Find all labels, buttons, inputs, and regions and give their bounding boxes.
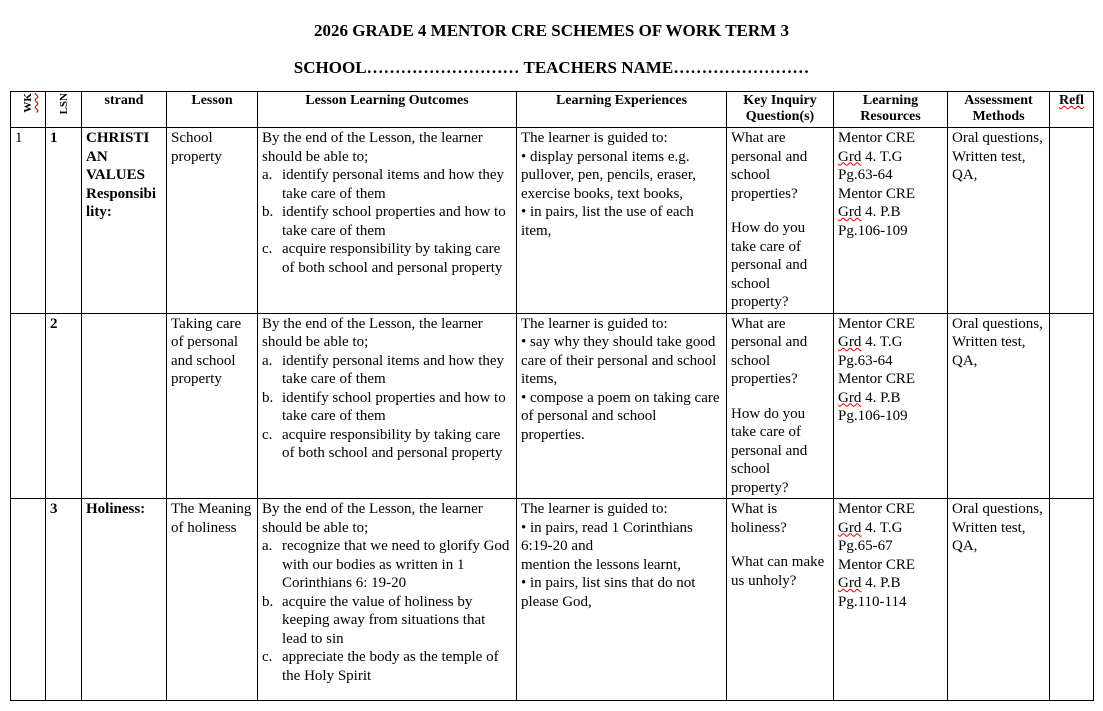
reflection-cell [1050,313,1094,499]
assessment-cell: Oral questions, Written test, QA, [948,499,1050,701]
document-subtitle: SCHOOL……………………… TEACHERS NAME…………………… [293,58,810,77]
resource-line: Mentor CRE [838,371,916,387]
schemes-table [10,91,1094,701]
inquiry-cell [727,499,834,701]
experience-item: • display personal items e.g. pullover, pen, pencils, eraser, exercise books, text books, [521,148,696,202]
resources-cell [834,499,948,701]
lesson-cell: The Meaning of holiness [167,499,258,701]
resource-grd: Grd [838,204,862,220]
resource-line: Pg.63-64 [838,352,893,369]
experience-item: • compose a poem on taking care [521,389,720,406]
resource-line: Pg.65-67 [838,538,893,554]
assessment-cell: Oral questions, Written test, QA, [948,313,1050,499]
table-row [11,499,1094,701]
experiences-intro: The learner is guided to: [521,501,668,517]
inquiry-question: What are personal and school properties? [731,315,808,387]
outcome-item [262,203,512,240]
resource-line: Grd 4. T.G [838,519,903,536]
outcome-marker: c. [262,241,273,257]
outcome-text: identify personal items and how they take care of them [282,352,505,387]
outcome-item [262,166,512,203]
strand-cell: CHRISTI AN VALUES Responsibi lity: [82,128,167,314]
outcomes-intro: By the end of the Lesson, the learner should be able to; [262,315,483,350]
inquiry-cell [727,128,834,314]
outcome-text: identify school properties and how to take care of them [282,389,506,424]
header-resources: Learning Resources [834,92,948,128]
experiences-cell [517,128,727,314]
strand-cell [82,313,167,499]
week-cell [11,499,46,701]
week-cell: 1 [11,128,46,314]
resource-line: Mentor CRE [838,501,916,517]
inquiry-question: How do you take care of personal and school property? [731,405,808,496]
header-lesson-no: LSN [46,92,82,128]
lesson-cell: School property [167,128,258,314]
outcome-text: acquire the value of holiness by keeping away from situations that lead to sin [282,593,486,647]
outcome-marker: c. [262,426,273,443]
resource-line: Pg.106-109 [838,408,908,424]
inquiry-gap [731,203,829,219]
header-reflection: Refl [1050,92,1094,128]
outcome-text: acquire responsibility by taking care of both school and personal property [282,426,503,461]
experience-item: • say why they should take good care of their personal and school items, [521,334,717,387]
resource-line: Mentor CRE [838,556,916,573]
header-assessment: Assessment Methods [948,92,1050,128]
inquiry-cell [727,313,834,499]
experience-item: mention the lessons learnt, [521,556,681,573]
resource-line: Mentor CRE [838,315,916,332]
lesson-cell: Taking care of personal and school property [167,313,258,499]
outcome-marker: c. [262,649,273,665]
resource-grd: Grd [838,148,862,165]
resource-grd: Grd [838,334,862,350]
outcome-marker: b. [262,389,274,406]
inquiry-question: How do you take care of personal and school property? [731,220,808,310]
lesson-number-cell: 2 [46,313,82,499]
outcome-text: identify school properties and how to take care of them [282,204,506,239]
header-inquiry: Key Inquiry Question(s) [727,92,834,128]
outcome-item [262,426,512,463]
resource-line: Grd 4. T.G [838,334,903,350]
resource-line: Pg.106-109 [838,222,908,239]
resource-grd: Grd [838,519,862,536]
inquiry-question: What can make us unholy? [731,554,825,589]
reflection-cell [1050,499,1094,701]
outcomes-list [262,166,512,277]
resource-grd: Grd [838,389,862,406]
outcome-item [262,537,512,593]
inquiry-gap [731,537,829,553]
outcome-item [262,648,512,685]
outcomes-intro: By the end of the Lesson, the learner should be able to; [262,501,483,536]
reflection-cell [1050,128,1094,314]
outcome-text: appreciate the body as the temple of the Holy Spirit [282,649,499,684]
outcomes-list [262,352,512,463]
inquiry-gap [731,389,829,405]
outcome-item [262,240,512,277]
table-row [11,128,1094,314]
header-week: WK [11,92,46,128]
outcome-item [262,593,512,649]
lesson-number-cell: 1 [46,128,82,314]
experience-item: • in pairs, list sins that do not please God, [521,575,696,610]
experiences-cell [517,499,727,701]
outcome-marker: b. [262,593,274,610]
resource-line: Grd 4. P.B [838,389,901,406]
experiences-cell [517,313,727,499]
week-cell [11,313,46,499]
header-strand: strand [82,92,167,128]
resources-cell [834,128,948,314]
experiences-intro: The learner is guided to: [521,130,668,146]
outcomes-intro: By the end of the Lesson, the learner should be able to; [262,130,483,165]
header-lesson: Lesson [167,92,258,128]
header-row [11,92,1094,128]
resource-line: Grd 4. P.B [838,575,901,591]
outcome-item [262,389,512,426]
experiences-intro: The learner is guided to: [521,315,668,332]
assessment-cell: Oral questions, Written test, QA, [948,128,1050,314]
header-outcomes: Lesson Learning Outcomes [258,92,517,128]
resource-line: Mentor CRE [838,185,916,202]
outcome-text: acquire responsibility by taking care of both school and personal property [282,241,503,276]
outcomes-cell [258,128,517,314]
outcome-marker: a. [262,538,273,554]
resource-line: Pg.63-64 [838,167,893,183]
experience-item: • in pairs, list the use of each item, [521,204,694,239]
strand-cell: Holiness: [82,499,167,701]
outcome-marker: b. [262,204,274,220]
resource-grd: Grd [838,575,862,591]
resource-line: Grd 4. T.G [838,148,903,165]
table-row [11,313,1094,499]
outcomes-list [262,537,512,685]
outcome-text: recognize that we need to glorify God with our bodies as written in 1 Corinthians 6: 19-20 [282,538,510,591]
resource-line: Pg.110-114 [838,593,907,610]
experience-item: of personal and school properties. [521,408,657,443]
inquiry-question: What is holiness? [731,501,787,536]
resource-line: Grd 4. P.B [838,204,901,220]
document-title: 2026 GRADE 4 MENTOR CRE SCHEMES OF WORK TERM 3 [314,21,789,40]
lesson-number-cell: 3 [46,499,82,701]
experience-item: • in pairs, read 1 Corinthians 6:19-20 and [521,519,693,554]
resources-cell [834,313,948,499]
outcome-text: identify personal items and how they take care of them [282,167,505,202]
outcome-marker: a. [262,352,273,369]
outcomes-cell [258,313,517,499]
outcome-marker: a. [262,167,273,183]
outcome-item [262,352,512,389]
header-experiences: Learning Experiences [517,92,727,128]
inquiry-question: What are personal and school properties? [731,130,808,202]
resource-line: Mentor CRE [838,130,916,146]
outcomes-cell [258,499,517,701]
